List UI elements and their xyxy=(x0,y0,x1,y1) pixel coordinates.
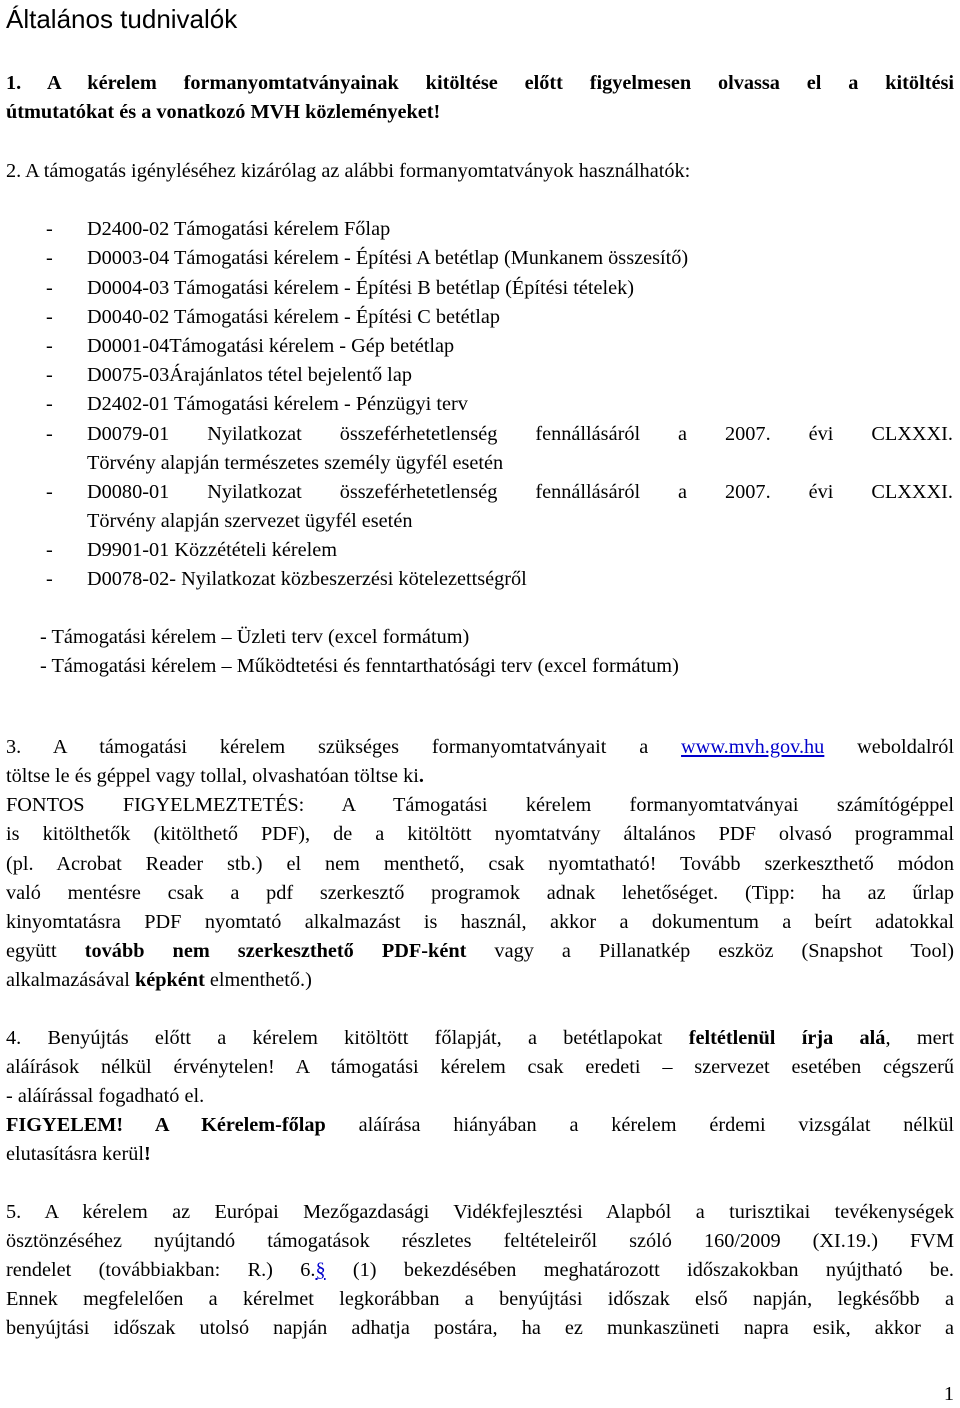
warning-bold-text: tovább nem szerkeszthető PDF-ként xyxy=(84,940,467,962)
form-list-item-text: D0078-02- Nyilatkozat közbeszerzési kötelezettségről xyxy=(87,568,527,590)
list-dash: - xyxy=(46,335,53,357)
section-4-text: , mert xyxy=(885,1027,954,1049)
excel-item-operating-plan: - Támogatási kérelem – Működtetési és fenntarthatósági terv (excel formátum) xyxy=(40,655,679,677)
warning-line-7 xyxy=(6,966,312,995)
section-5-text: (1) bekezdésében meghatározott időszakokban nyújtható be. xyxy=(352,1259,955,1281)
warning-text: együtt xyxy=(6,940,57,962)
section-2-intro: 2. A támogatás igényléséhez kizárólag az alábbi formanyomtatványok használhatók: xyxy=(6,160,691,182)
list-dash: - xyxy=(46,218,53,240)
mvh-website-link[interactable]: www.mvh.gov.hu xyxy=(681,736,825,758)
list-dash: - xyxy=(46,568,53,590)
warning-text: elmenthető.) xyxy=(209,969,312,991)
section-4-line-3: - aláírással fogadható el. xyxy=(6,1085,205,1107)
list-dash: - xyxy=(46,423,53,445)
section-5-line-3 xyxy=(6,1256,954,1285)
form-list-item-text: D2402-01 Támogatási kérelem - Pénzügyi terv xyxy=(87,393,468,415)
section-5-line-2: ösztönzéséhez nyújtandó támogatások részletes feltételeiről szóló 160/2009 (XI.19.) FVM xyxy=(6,1230,954,1252)
section-3-text: töltse le és géppel vagy tollal, olvashatóan töltse ki xyxy=(6,765,419,787)
warning-text: alkalmazásával xyxy=(6,969,130,991)
list-dash: - xyxy=(46,481,53,503)
section-4-text: elutasításra kerül xyxy=(6,1143,144,1165)
section-3-text: weboldalról xyxy=(857,736,954,758)
list-dash: - xyxy=(46,306,53,328)
list-dash: - xyxy=(46,277,53,299)
form-list-item-text: D0040-02 Támogatási kérelem - Építési C betétlap xyxy=(87,306,501,328)
section-4-bold-text: FIGYELEM! A Kérelem-főlap xyxy=(6,1114,326,1136)
list-dash: - xyxy=(46,539,53,561)
section-4-text: aláírása hiányában a kérelem érdemi vizsgálat nélkül xyxy=(358,1114,954,1136)
section-1-line-2: útmutatókat és a vonatkozó MVH közleményeket! xyxy=(6,101,441,123)
form-list-item-text: D0003-04 Támogatási kérelem - Építési A betétlap (Munkanem összesítő) xyxy=(87,247,689,269)
form-list-item-text: D2400-02 Támogatási kérelem Főlap xyxy=(87,218,391,240)
form-list-item-text: Törvény alapján szervezet ügyfél esetén xyxy=(87,510,413,532)
warning-line-1: FONTOS FIGYELMEZTETÉS: A Támogatási kérelem formanyomtatványai számítógéppel xyxy=(6,794,954,816)
form-list-item-text: D0080-01 Nyilatkozat összeférhetetlenség fennállásáról a 2007. évi CLXXXI. xyxy=(87,481,953,503)
form-list-item-text: D0079-01 Nyilatkozat összeférhetetlenség fennállásáról a 2007. évi CLXXXI. xyxy=(87,423,953,445)
list-dash: - xyxy=(46,393,53,415)
section-4-line-1 xyxy=(6,1024,954,1053)
section-4-text: 4. Benyújtás előtt a kérelem kitöltött főlapját, a betétlapokat xyxy=(6,1027,663,1049)
section-1-line-1: 1. A kérelem formanyomtatványainak kitöltése előtt figyelmesen olvassa el a kitöltési xyxy=(6,72,954,94)
section-3-text: 3. A támogatási kérelem szükséges formanyomtatványait a xyxy=(6,736,649,758)
list-dash: - xyxy=(46,364,53,386)
section-3-bold-period: . xyxy=(418,765,424,787)
warning-line-2: is kitölthetők (kitölthető PDF), de a kitöltött nyomtatvány általános PDF olvasó programmal xyxy=(6,823,954,845)
form-list-item-text: D9901-01 Közzétételi kérelem xyxy=(87,539,338,561)
section-4-line-4 xyxy=(6,1111,954,1140)
list-dash: - xyxy=(46,247,53,269)
paragraph-sign-link[interactable]: § xyxy=(315,1259,326,1281)
section-5-text: rendelet (továbbiakban: R.) 6. xyxy=(6,1259,316,1281)
section-3-line-1 xyxy=(6,733,954,762)
page-number: 1 xyxy=(943,1383,954,1405)
form-list-item-text: Törvény alapján természetes személy ügyfél esetén xyxy=(87,452,504,474)
form-list-item-text: D0075-03Árajánlatos tétel bejelentő lap xyxy=(87,364,412,386)
section-5-line-4: Ennek megfelelően a kérelmet legkorábban a benyújtási időszak első napján, legkésőbb a xyxy=(6,1288,954,1310)
section-4-bold-text: feltétlenül írja alá xyxy=(688,1027,886,1049)
section-3-line-2 xyxy=(6,762,424,791)
page-title: Általános tudnivalók xyxy=(6,4,238,34)
warning-line-6 xyxy=(6,937,954,966)
warning-line-3: (pl. Acrobat Reader stb.) el nem menthető, csak nyomtatható! Tovább szerkeszthető módon xyxy=(6,853,954,875)
section-4-bold-text: ! xyxy=(143,1143,151,1165)
section-5-line-5: benyújtási időszak utolsó napján adhatja postára, ha ez munkaszüneti napra esik, akkor a xyxy=(6,1317,954,1339)
section-4-line-5 xyxy=(6,1140,151,1169)
warning-bold-text: képként xyxy=(134,969,205,991)
section-4-line-2: aláírások nélkül érvénytelen! A támogatási kérelem csak eredeti – szervezet esetében cégszerű xyxy=(6,1056,954,1078)
warning-text: vagy a Pillanatkép eszköz (Snapshot Tool) xyxy=(494,940,954,962)
section-5-line-1: 5. A kérelem az Európai Mezőgazdasági Vidékfejlesztési Alapból a turisztikai tevékenységek xyxy=(6,1201,954,1223)
form-list-item-text: D0004-03 Támogatási kérelem - Építési B betétlap (Építési tételek) xyxy=(87,277,635,299)
warning-line-4: való mentésre csak a pdf szerkesztő programok adnak lehetőséget. (Tipp: ha az űrlap xyxy=(6,882,954,904)
warning-line-5: kinyomtatásra PDF nyomtató alkalmazást is használ, akkor a dokumentum a beírt adatokkal xyxy=(6,911,954,933)
excel-item-business-plan: - Támogatási kérelem – Üzleti terv (excel formátum) xyxy=(40,626,470,648)
form-list-item-text: D0001-04Támogatási kérelem - Gép betétlap xyxy=(87,335,455,357)
